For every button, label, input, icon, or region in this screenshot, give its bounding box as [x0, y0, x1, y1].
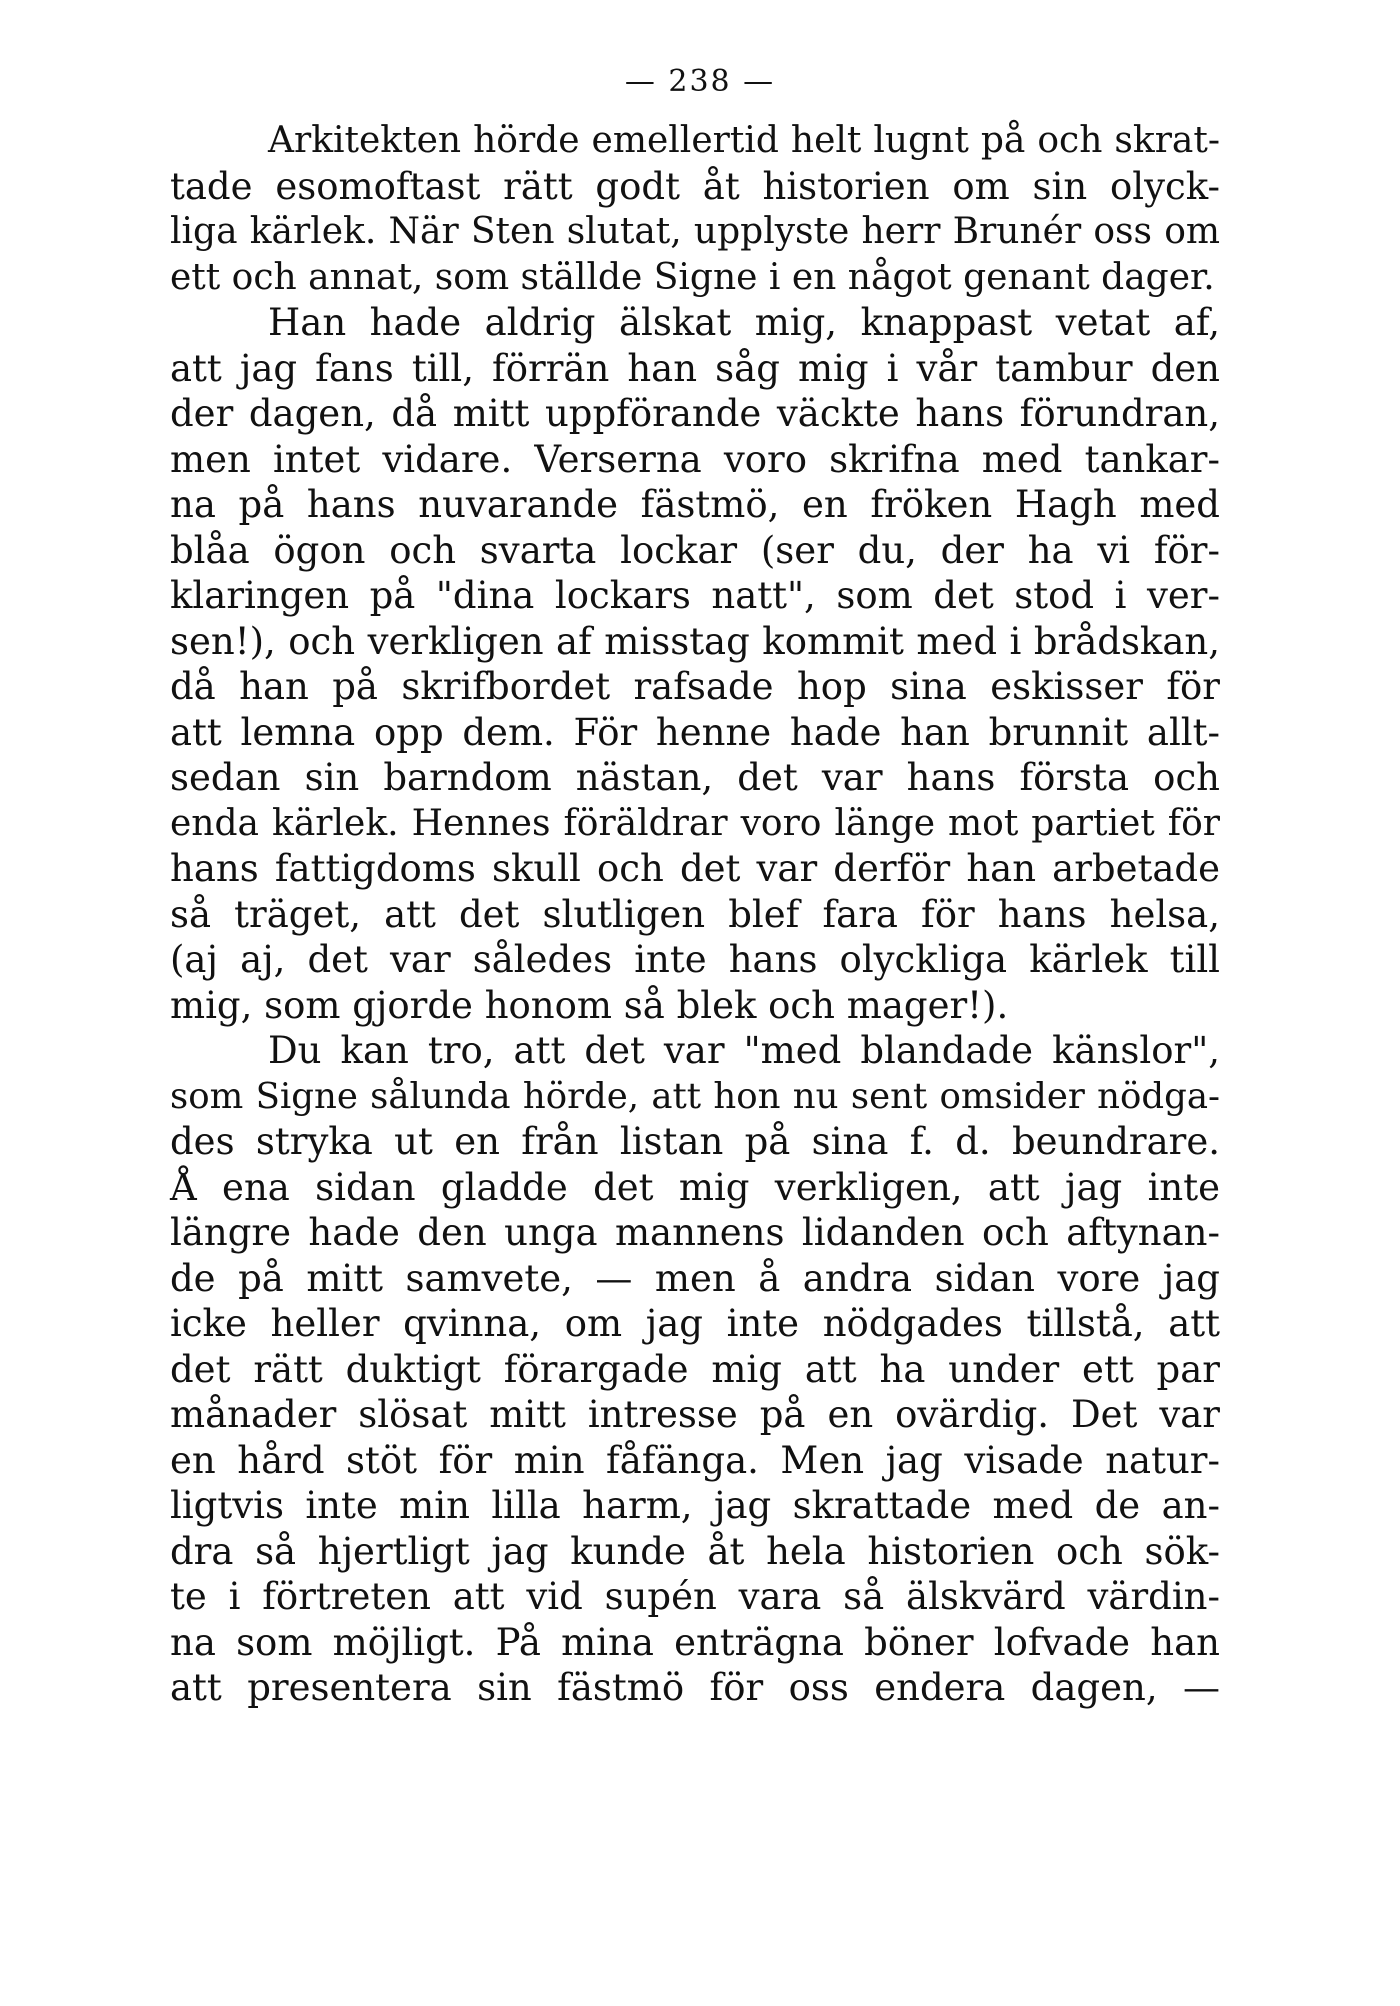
text-line: men intet vidare. Verserna voro skrifna med tankar-: [170, 437, 1220, 481]
text-line: dra så hjertligt jag kunde åt hela historien och sök-: [170, 1529, 1220, 1573]
text-line: Du kan tro, att det var "med blandade känslor",: [268, 1029, 1220, 1072]
text-line: te i förtreten att vid supén vara så älskvärd värdin-: [170, 1575, 1220, 1618]
text-line: då han på skrifbordet rafsade hop sina eskisser för: [170, 665, 1220, 708]
text-line: sen!), och verkligen af misstag kommit med i brådskan,: [170, 619, 1220, 663]
text-line: icke heller qvinna, om jag inte nödgades tillstå, att: [170, 1302, 1220, 1345]
page-number: — 238 —: [624, 64, 776, 99]
text-line: mig, som gjorde honom så blek och mager!).: [170, 983, 1009, 1027]
text-line: ett och annat, som ställde Signe i en något genant dager.: [170, 256, 1215, 298]
text-line: det rätt duktigt förargade mig att ha under ett par: [170, 1347, 1220, 1391]
text-line: längre hade den unga mannens lidanden och aftynan-: [170, 1211, 1220, 1254]
text-line: sedan sin barndom nästan, det var hans första och: [170, 756, 1220, 799]
text-line: att presentera sin fästmö för oss endera dagen, —: [170, 1666, 1220, 1709]
text-line: så träget, att det slutligen blef fara för hans helsa,: [170, 892, 1220, 936]
text-line: de på mitt samvete, — men å andra sidan vore jag: [170, 1256, 1220, 1300]
text-line: månader slösat mitt intresse på en ovärdig. Det var: [170, 1393, 1220, 1436]
text-line: att jag fans till, förrän han såg mig i vår tambur den: [170, 346, 1220, 390]
text-line: en hård stöt för min fåfänga. Men jag visade natur-: [170, 1438, 1220, 1482]
text-line: liga kärlek. När Sten slutat, upplyste herr Brunér oss om: [170, 211, 1220, 252]
text-line: enda kärlek. Hennes föräldrar voro länge mot partiet för: [170, 802, 1220, 844]
body-text: [170, 118, 1220, 1711]
text-line: blåa ögon och svarta lockar (ser du, der ha vi för-: [170, 528, 1220, 572]
text-line: klaringen på "dina lockars natt", som det stod i ver-: [170, 574, 1220, 617]
text-line: hans fattigdoms skull och det var derför han arbetade: [170, 847, 1220, 890]
text-line: na som möjligt. På mina enträgna böner lofvade han: [170, 1620, 1220, 1664]
text-line: des stryka ut en från listan på sina f. d. beundrare.: [170, 1120, 1220, 1163]
text-line: tade esomoftast rätt godt åt historien om sin olyck-: [170, 164, 1220, 208]
text-line: ligtvis inte min lilla harm, jag skrattade med de an-: [170, 1484, 1220, 1527]
text-line: som Signe sålunda hörde, att hon nu sent omsider nödga-: [170, 1075, 1220, 1117]
text-line: Han hade aldrig älskat mig, knappast vetat af,: [268, 301, 1220, 344]
text-line: Å ena sidan gladde det mig verkligen, att jag inte: [170, 1165, 1220, 1209]
text-line: der dagen, då mitt uppförande väckte hans förundran,: [170, 392, 1220, 435]
text-line: na på hans nuvarande fästmö, en fröken Hagh med: [170, 483, 1220, 526]
text-line: Arkitekten hörde emellertid helt lugnt på och skrat-: [268, 120, 1220, 161]
text-line: att lemna opp dem. För henne hade han brunnit allt-: [170, 710, 1220, 754]
text-line: (aj aj, det var således inte hans olyckliga kärlek till: [170, 938, 1220, 981]
